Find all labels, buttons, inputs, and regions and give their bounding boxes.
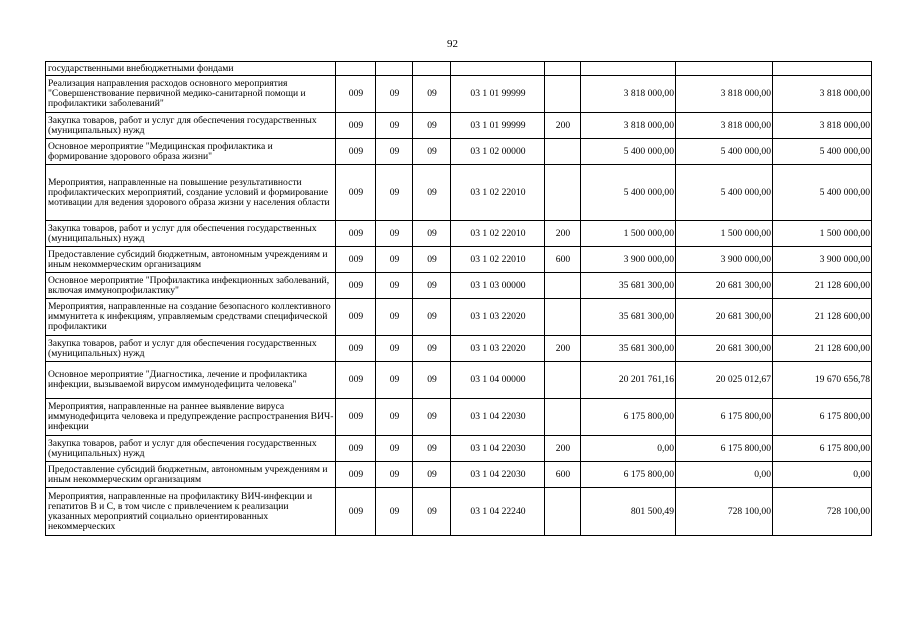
table-row xyxy=(46,139,872,165)
row-name-cell: Реализация направления расходов основного мероприятия "Совершенствование первичной медико-санитарной помощи и профилактики заболеваний" xyxy=(46,76,336,113)
admin-code-cell: 009 xyxy=(336,399,376,436)
target-article-cell: 03 1 02 22010 xyxy=(451,165,545,221)
amount-year3-cell: 21 128 600,00 xyxy=(773,273,872,299)
subsection-code-cell: 09 xyxy=(413,165,451,221)
amount-year1-cell xyxy=(581,62,676,76)
table-row xyxy=(46,165,872,221)
amount-year1-cell: 20 201 761,16 xyxy=(581,362,676,399)
admin-code-cell xyxy=(336,62,376,76)
admin-code-cell: 009 xyxy=(336,362,376,399)
amount-year1-cell: 35 681 300,00 xyxy=(581,299,676,336)
target-article-cell: 03 1 04 22030 xyxy=(451,436,545,462)
admin-code-cell: 009 xyxy=(336,76,376,113)
expense-type-cell xyxy=(545,62,581,76)
subsection-code-cell: 09 xyxy=(413,221,451,247)
target-article-cell: 03 1 03 00000 xyxy=(451,273,545,299)
expense-type-cell xyxy=(545,273,581,299)
table-row xyxy=(46,247,872,273)
expense-type-cell: 200 xyxy=(545,113,581,139)
subsection-code-cell: 09 xyxy=(413,462,451,488)
table-row xyxy=(46,436,872,462)
amount-year3-cell: 6 175 800,00 xyxy=(773,399,872,436)
admin-code-cell: 009 xyxy=(336,247,376,273)
section-code-cell: 09 xyxy=(376,139,413,165)
section-code-cell: 09 xyxy=(376,362,413,399)
section-code-cell: 09 xyxy=(376,399,413,436)
amount-year3-cell: 21 128 600,00 xyxy=(773,336,872,362)
subsection-code-cell: 09 xyxy=(413,113,451,139)
amount-year2-cell: 3 818 000,00 xyxy=(676,76,773,113)
row-name-cell: Основное мероприятие "Профилактика инфекционных заболеваний, включая иммунопрофилактику" xyxy=(46,273,336,299)
subsection-code-cell: 09 xyxy=(413,76,451,113)
row-name-cell: государственными внебюджетными фондами xyxy=(46,62,336,76)
amount-year1-cell: 3 818 000,00 xyxy=(581,113,676,139)
section-code-cell: 09 xyxy=(376,336,413,362)
amount-year1-cell: 3 818 000,00 xyxy=(581,76,676,113)
admin-code-cell: 009 xyxy=(336,299,376,336)
table-row xyxy=(46,362,872,399)
subsection-code-cell: 09 xyxy=(413,299,451,336)
table-row xyxy=(46,488,872,536)
target-article-cell: 03 1 01 99999 xyxy=(451,76,545,113)
subsection-code-cell: 09 xyxy=(413,399,451,436)
amount-year1-cell: 6 175 800,00 xyxy=(581,399,676,436)
table-body xyxy=(46,62,872,536)
table-row xyxy=(46,462,872,488)
section-code-cell: 09 xyxy=(376,76,413,113)
amount-year2-cell: 5 400 000,00 xyxy=(676,165,773,221)
target-article-cell: 03 1 02 22010 xyxy=(451,247,545,273)
amount-year3-cell: 6 175 800,00 xyxy=(773,436,872,462)
expense-type-cell xyxy=(545,165,581,221)
amount-year1-cell: 35 681 300,00 xyxy=(581,273,676,299)
row-name-cell: Мероприятия, направленные на раннее выявление вируса иммунодефицита человека и предупреждение распространения ВИЧ-инфекции xyxy=(46,399,336,436)
amount-year3-cell: 3 900 000,00 xyxy=(773,247,872,273)
section-code-cell: 09 xyxy=(376,488,413,536)
section-code-cell: 09 xyxy=(376,113,413,139)
target-article-cell: 03 1 04 22030 xyxy=(451,399,545,436)
section-code-cell xyxy=(376,62,413,76)
amount-year3-cell: 5 400 000,00 xyxy=(773,139,872,165)
row-name-cell: Мероприятия, направленные на профилактику ВИЧ-инфекции и гепатитов В и С, в том числе с привлечением к реализации указанных мероприятий социально ориентированных некоммерческих xyxy=(46,488,336,536)
target-article-cell: 03 1 03 22020 xyxy=(451,299,545,336)
admin-code-cell: 009 xyxy=(336,336,376,362)
expense-type-cell: 600 xyxy=(545,462,581,488)
admin-code-cell: 009 xyxy=(336,462,376,488)
amount-year1-cell: 6 175 800,00 xyxy=(581,462,676,488)
admin-code-cell: 009 xyxy=(336,273,376,299)
table-row xyxy=(46,221,872,247)
expense-type-cell: 200 xyxy=(545,336,581,362)
target-article-cell: 03 1 04 00000 xyxy=(451,362,545,399)
section-code-cell: 09 xyxy=(376,273,413,299)
budget-table xyxy=(45,61,872,536)
amount-year2-cell: 6 175 800,00 xyxy=(676,399,773,436)
amount-year2-cell: 20 025 012,67 xyxy=(676,362,773,399)
row-name-cell: Закупка товаров, работ и услуг для обеспечения государственных (муниципальных) нужд xyxy=(46,113,336,139)
target-article-cell xyxy=(451,62,545,76)
expense-type-cell xyxy=(545,399,581,436)
section-code-cell: 09 xyxy=(376,165,413,221)
amount-year3-cell: 3 818 000,00 xyxy=(773,113,872,139)
section-code-cell: 09 xyxy=(376,299,413,336)
subsection-code-cell: 09 xyxy=(413,336,451,362)
amount-year1-cell: 0,00 xyxy=(581,436,676,462)
amount-year3-cell: 0,00 xyxy=(773,462,872,488)
expense-type-cell xyxy=(545,362,581,399)
admin-code-cell: 009 xyxy=(336,488,376,536)
table-row xyxy=(46,336,872,362)
amount-year3-cell: 19 670 656,78 xyxy=(773,362,872,399)
row-name-cell: Мероприятия, направленные на создание безопасного коллективного иммунитета к инфекциям, управляемым средствами специфической профилактики xyxy=(46,299,336,336)
amount-year3-cell: 5 400 000,00 xyxy=(773,165,872,221)
subsection-code-cell: 09 xyxy=(413,488,451,536)
amount-year3-cell: 728 100,00 xyxy=(773,488,872,536)
target-article-cell: 03 1 02 22010 xyxy=(451,221,545,247)
amount-year1-cell: 5 400 000,00 xyxy=(581,165,676,221)
table-row xyxy=(46,273,872,299)
row-name-cell: Закупка товаров, работ и услуг для обеспечения государственных (муниципальных) нужд xyxy=(46,336,336,362)
table-row xyxy=(46,113,872,139)
target-article-cell: 03 1 02 00000 xyxy=(451,139,545,165)
row-name-cell: Предоставление субсидий бюджетным, автономным учреждениям и иным некоммерческим организациям xyxy=(46,462,336,488)
amount-year2-cell: 20 681 300,00 xyxy=(676,273,773,299)
row-name-cell: Закупка товаров, работ и услуг для обеспечения государственных (муниципальных) нужд xyxy=(46,221,336,247)
amount-year3-cell: 3 818 000,00 xyxy=(773,76,872,113)
amount-year1-cell: 5 400 000,00 xyxy=(581,139,676,165)
amount-year1-cell: 801 500,49 xyxy=(581,488,676,536)
section-code-cell: 09 xyxy=(376,247,413,273)
row-name-cell: Мероприятия, направленные на повышение результативности профилактических мероприятий, создание условий и формирование мотивации для ведения здорового образа жизни у населения области xyxy=(46,165,336,221)
section-code-cell: 09 xyxy=(376,462,413,488)
subsection-code-cell: 09 xyxy=(413,247,451,273)
subsection-code-cell: 09 xyxy=(413,436,451,462)
subsection-code-cell: 09 xyxy=(413,139,451,165)
amount-year2-cell: 3 900 000,00 xyxy=(676,247,773,273)
expense-type-cell xyxy=(545,299,581,336)
expense-type-cell xyxy=(545,488,581,536)
table-row xyxy=(46,399,872,436)
amount-year1-cell: 1 500 000,00 xyxy=(581,221,676,247)
amount-year3-cell: 21 128 600,00 xyxy=(773,299,872,336)
expense-type-cell: 600 xyxy=(545,247,581,273)
table-row xyxy=(46,62,872,76)
table-row xyxy=(46,76,872,113)
expense-type-cell: 200 xyxy=(545,436,581,462)
section-code-cell: 09 xyxy=(376,436,413,462)
amount-year3-cell xyxy=(773,62,872,76)
amount-year2-cell: 728 100,00 xyxy=(676,488,773,536)
target-article-cell: 03 1 01 99999 xyxy=(451,113,545,139)
expense-type-cell xyxy=(545,139,581,165)
section-code-cell: 09 xyxy=(376,221,413,247)
target-article-cell: 03 1 04 22030 xyxy=(451,462,545,488)
expense-type-cell: 200 xyxy=(545,221,581,247)
row-name-cell: Закупка товаров, работ и услуг для обеспечения государственных (муниципальных) нужд xyxy=(46,436,336,462)
amount-year2-cell: 0,00 xyxy=(676,462,773,488)
page-number: 92 xyxy=(447,38,458,50)
target-article-cell: 03 1 03 22020 xyxy=(451,336,545,362)
amount-year2-cell: 6 175 800,00 xyxy=(676,436,773,462)
table-row xyxy=(46,299,872,336)
admin-code-cell: 009 xyxy=(336,221,376,247)
amount-year1-cell: 3 900 000,00 xyxy=(581,247,676,273)
row-name-cell: Основное мероприятие "Диагностика, лечение и профилактика инфекции, вызываемой вирусом иммунодефицита человека" xyxy=(46,362,336,399)
admin-code-cell: 009 xyxy=(336,139,376,165)
admin-code-cell: 009 xyxy=(336,113,376,139)
amount-year2-cell: 3 818 000,00 xyxy=(676,113,773,139)
row-name-cell: Предоставление субсидий бюджетным, автономным учреждениям и иным некоммерческим организациям xyxy=(46,247,336,273)
amount-year2-cell: 20 681 300,00 xyxy=(676,299,773,336)
subsection-code-cell: 09 xyxy=(413,273,451,299)
subsection-code-cell: 09 xyxy=(413,362,451,399)
subsection-code-cell xyxy=(413,62,451,76)
amount-year2-cell: 1 500 000,00 xyxy=(676,221,773,247)
admin-code-cell: 009 xyxy=(336,165,376,221)
amount-year1-cell: 35 681 300,00 xyxy=(581,336,676,362)
row-name-cell: Основное мероприятие "Медицинская профилактика и формирование здорового образа жизни" xyxy=(46,139,336,165)
expense-type-cell xyxy=(545,76,581,113)
admin-code-cell: 009 xyxy=(336,436,376,462)
target-article-cell: 03 1 04 22240 xyxy=(451,488,545,536)
amount-year2-cell: 20 681 300,00 xyxy=(676,336,773,362)
amount-year3-cell: 1 500 000,00 xyxy=(773,221,872,247)
amount-year2-cell xyxy=(676,62,773,76)
amount-year2-cell: 5 400 000,00 xyxy=(676,139,773,165)
